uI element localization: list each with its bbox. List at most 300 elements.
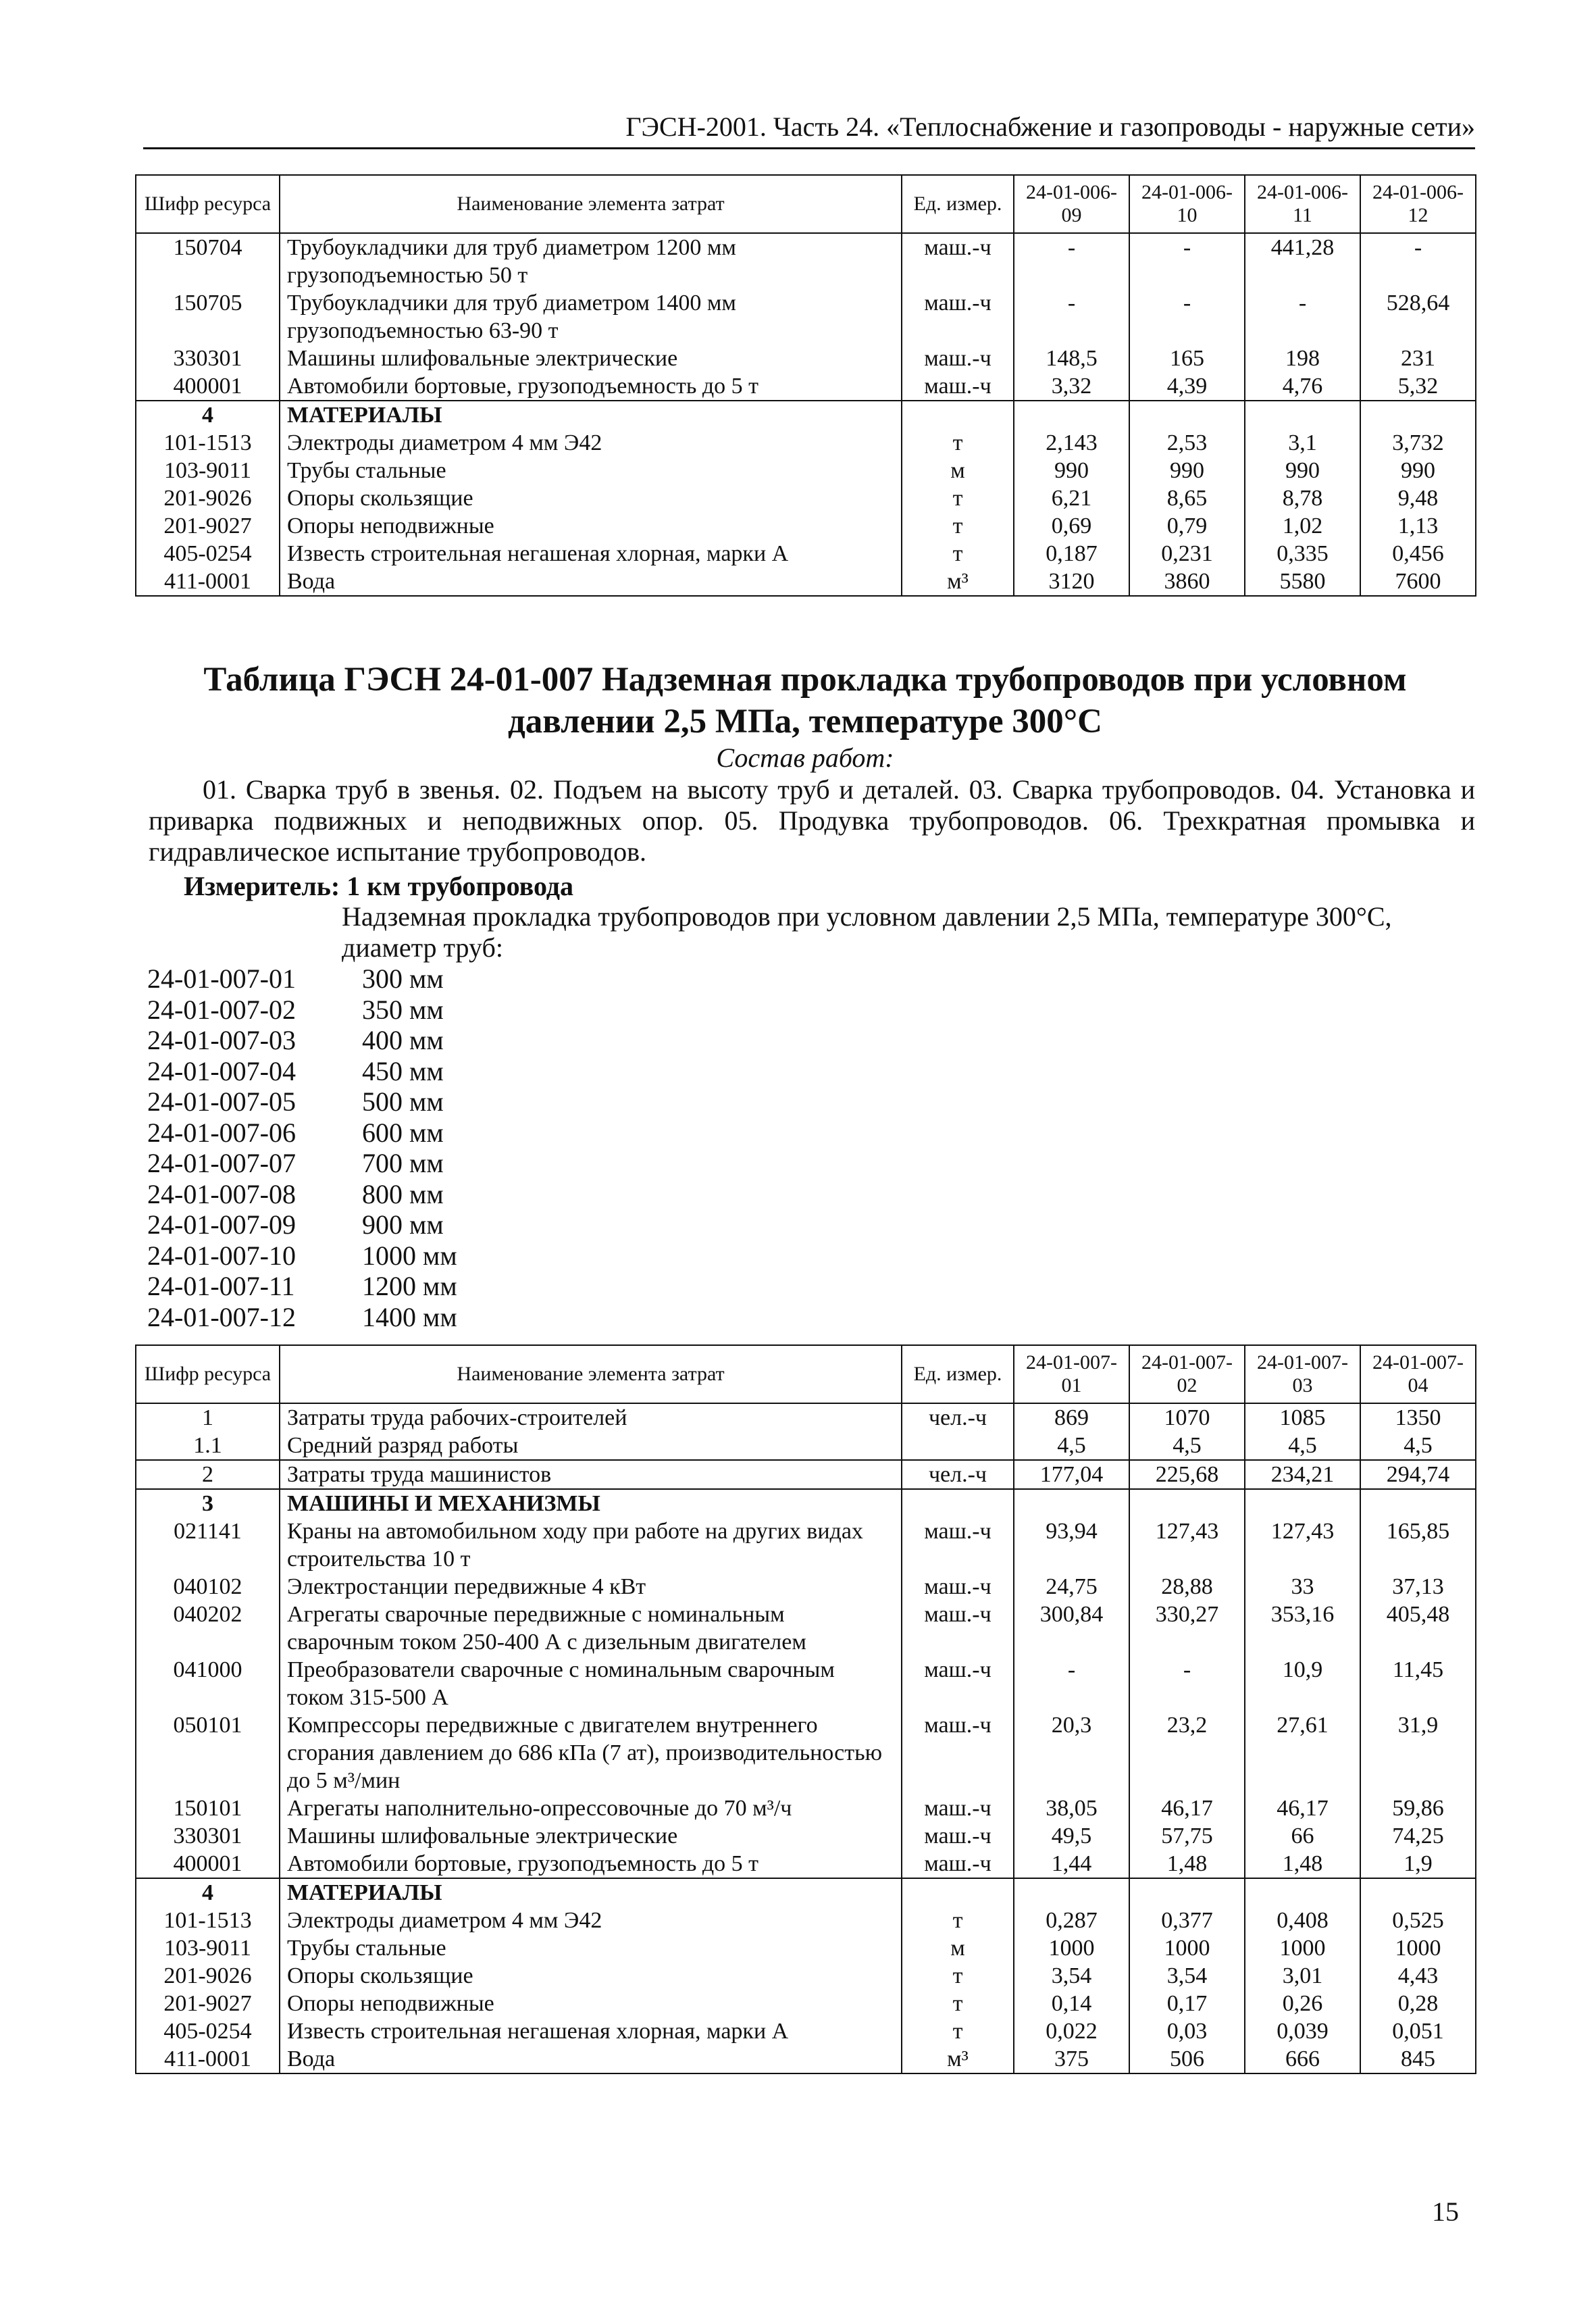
- diameter-code: 24-01-007-03: [147, 1025, 296, 1055]
- cell-unit: т: [902, 429, 1014, 457]
- cell-name: Трубы стальные: [280, 1934, 902, 1962]
- cell-v2: 3860: [1129, 568, 1245, 596]
- table-row: [136, 1850, 1476, 1878]
- table-row: [136, 457, 1476, 484]
- cell-code: 040202: [136, 1601, 280, 1656]
- resource-table-006: [135, 174, 1476, 597]
- column-header: 24-01-006-10: [1129, 175, 1245, 233]
- cell-v4: 74,25: [1360, 1822, 1476, 1850]
- cell-name: Краны на автомобильном ходу при работе на других видах строительства 10 т: [280, 1517, 902, 1573]
- cell-v4: -: [1360, 233, 1476, 289]
- cell-v2: 1,48: [1129, 1850, 1245, 1878]
- cell-v1: 0,022: [1014, 2017, 1129, 2045]
- diameter-code: 24-01-007-10: [147, 1240, 296, 1271]
- column-header: 24-01-007-03: [1245, 1345, 1360, 1403]
- cell-unit: м: [902, 1934, 1014, 1962]
- cell-v4: 0,28: [1360, 1990, 1476, 2017]
- cell-name: Трубоукладчики для труб диаметром 1200 мм грузоподъемностью 50 т: [280, 233, 902, 289]
- table-body: [136, 233, 1476, 596]
- diameter-value: 300 мм: [362, 963, 444, 994]
- diameter-code: 24-01-007-08: [147, 1178, 296, 1209]
- cell-v2: [1129, 1878, 1245, 1907]
- cell-v4: 5,32: [1360, 372, 1476, 401]
- cell-code: 201-9026: [136, 1962, 280, 1990]
- cell-v4: 0,051: [1360, 2017, 1476, 2045]
- cell-v2: -: [1129, 1656, 1245, 1711]
- cell-unit: т: [902, 512, 1014, 540]
- cell-v2: 4,39: [1129, 372, 1245, 401]
- cell-code: 405-0254: [136, 540, 280, 568]
- cell-unit: т: [902, 2017, 1014, 2045]
- cell-code: 4: [136, 401, 280, 429]
- cell-unit: маш.-ч: [902, 372, 1014, 401]
- cell-unit: [902, 1489, 1014, 1517]
- cell-v2: 28,88: [1129, 1573, 1245, 1601]
- cell-name: Автомобили бортовые, грузоподъемность до 5 т: [280, 372, 902, 401]
- table-row: [136, 1460, 1476, 1489]
- cell-v3: 33: [1245, 1573, 1360, 1601]
- table-row: [136, 1403, 1476, 1432]
- cell-v2: 990: [1129, 457, 1245, 484]
- cell-v4: 231: [1360, 345, 1476, 372]
- list-item: [147, 1179, 457, 1210]
- cell-v1: 177,04: [1014, 1460, 1129, 1489]
- diameter-code: 24-01-007-05: [147, 1086, 296, 1117]
- table-row: [136, 372, 1476, 401]
- cell-v3: -: [1245, 289, 1360, 345]
- cell-v1: 1,44: [1014, 1850, 1129, 1878]
- cell-name: Электроды диаметром 4 мм Э42: [280, 429, 902, 457]
- cell-v1: 2,143: [1014, 429, 1129, 457]
- cell-v2: 225,68: [1129, 1460, 1245, 1489]
- cell-v4: 11,45: [1360, 1656, 1476, 1711]
- cell-v2: 0,377: [1129, 1907, 1245, 1934]
- cell-v3: 10,9: [1245, 1656, 1360, 1711]
- cell-v4: 528,64: [1360, 289, 1476, 345]
- list-item: [147, 1209, 457, 1240]
- diameter-value: 450 мм: [362, 1055, 444, 1086]
- cell-v1: [1014, 1878, 1129, 1907]
- cell-v4: 1000: [1360, 1934, 1476, 1962]
- resource-table-007: [135, 1344, 1476, 2074]
- cell-v2: 330,27: [1129, 1601, 1245, 1656]
- measure-label: Измеритель: 1 км трубопровода: [184, 871, 574, 901]
- cell-v2: [1129, 1489, 1245, 1517]
- cell-code: 400001: [136, 1850, 280, 1878]
- table-row: [136, 1822, 1476, 1850]
- cell-v1: 3120: [1014, 568, 1129, 596]
- cell-code: 330301: [136, 1822, 280, 1850]
- table-row: [136, 1573, 1476, 1601]
- cell-code: 405-0254: [136, 2017, 280, 2045]
- diameter-code: 24-01-007-04: [147, 1055, 296, 1086]
- cell-name: Агрегаты сварочные передвижные с номинальным сварочным током 250-400 А с дизельным двигателем: [280, 1601, 902, 1656]
- diameter-value: 600 мм: [362, 1117, 444, 1148]
- cell-unit: маш.-ч: [902, 1601, 1014, 1656]
- cell-v2: 3,54: [1129, 1962, 1245, 1990]
- table-row: [136, 1432, 1476, 1460]
- cell-v1: [1014, 401, 1129, 429]
- page-number: 15: [1432, 2196, 1459, 2227]
- cell-v4: 0,456: [1360, 540, 1476, 568]
- table-row: [136, 540, 1476, 568]
- column-header: Ед. измер.: [902, 175, 1014, 233]
- column-header: Наименование элемента затрат: [280, 175, 902, 233]
- cell-v4: 1350: [1360, 1403, 1476, 1432]
- cell-name: Опоры скользящие: [280, 1962, 902, 1990]
- cell-v2: 8,65: [1129, 484, 1245, 512]
- column-header: Ед. измер.: [902, 1345, 1014, 1403]
- table-row: [136, 1907, 1476, 1934]
- composition-title: Состав работ:: [716, 743, 894, 773]
- cell-v3: 46,17: [1245, 1794, 1360, 1822]
- table-row: [136, 401, 1476, 429]
- cell-v4: 9,48: [1360, 484, 1476, 512]
- cell-unit: т: [902, 1907, 1014, 1934]
- cell-code: 400001: [136, 372, 280, 401]
- cell-unit: [902, 1432, 1014, 1460]
- cell-name: Преобразователи сварочные с номинальным сварочным током 315-500 А: [280, 1656, 902, 1711]
- cell-v4: 845: [1360, 2045, 1476, 2073]
- cell-unit: м: [902, 457, 1014, 484]
- cell-v3: 66: [1245, 1822, 1360, 1850]
- cell-code: 4: [136, 1878, 280, 1907]
- cell-v4: 4,5: [1360, 1432, 1476, 1460]
- cell-v1: 0,69: [1014, 512, 1129, 540]
- table-body: [136, 1403, 1476, 2073]
- cell-v4: 294,74: [1360, 1460, 1476, 1489]
- diameter-code: 24-01-007-01: [147, 963, 296, 994]
- cell-name: Известь строительная негашеная хлорная, марки А: [280, 540, 902, 568]
- cell-v3: 0,039: [1245, 2017, 1360, 2045]
- cell-code: 150101: [136, 1794, 280, 1822]
- table-row: [136, 1489, 1476, 1517]
- cell-v4: 0,525: [1360, 1907, 1476, 1934]
- list-item: [147, 995, 457, 1026]
- cell-v3: [1245, 1878, 1360, 1907]
- cell-v1: 93,94: [1014, 1517, 1129, 1573]
- cell-v3: 27,61: [1245, 1711, 1360, 1794]
- cell-v3: 441,28: [1245, 233, 1360, 289]
- cell-v1: 148,5: [1014, 345, 1129, 372]
- cell-v2: -: [1129, 233, 1245, 289]
- cell-unit: чел.-ч: [902, 1403, 1014, 1432]
- cell-unit: маш.-ч: [902, 1794, 1014, 1822]
- cell-v2: 165: [1129, 345, 1245, 372]
- diameter-code: 24-01-007-12: [147, 1301, 296, 1332]
- cell-v1: 3,32: [1014, 372, 1129, 401]
- cell-unit: маш.-ч: [902, 1822, 1014, 1850]
- cell-v1: 300,84: [1014, 1601, 1129, 1656]
- cell-v4: 405,48: [1360, 1601, 1476, 1656]
- column-header: 24-01-007-04: [1360, 1345, 1476, 1403]
- cell-v4: 990: [1360, 457, 1476, 484]
- cell-v4: 4,43: [1360, 1962, 1476, 1990]
- cell-unit: м³: [902, 2045, 1014, 2073]
- cell-v1: 49,5: [1014, 1822, 1129, 1850]
- table-row: [136, 2045, 1476, 2073]
- diameter-subtitle: Надземная прокладка трубопроводов при условном давлении 2,5 МПа, температуре 300°С, диаметр труб:: [342, 901, 1392, 963]
- diameter-value: 1400 мм: [362, 1301, 457, 1332]
- list-item: [147, 1302, 457, 1333]
- cell-unit: маш.-ч: [902, 1711, 1014, 1794]
- cell-v3: 127,43: [1245, 1517, 1360, 1573]
- cell-name: Вода: [280, 2045, 902, 2073]
- column-header: 24-01-007-02: [1129, 1345, 1245, 1403]
- table-row: [136, 1990, 1476, 2017]
- diameter-value: 350 мм: [362, 994, 444, 1025]
- cell-unit: маш.-ч: [902, 1850, 1014, 1878]
- table-row: [136, 1656, 1476, 1711]
- cell-v2: 0,79: [1129, 512, 1245, 540]
- cell-v4: 31,9: [1360, 1711, 1476, 1794]
- cell-v3: 1000: [1245, 1934, 1360, 1962]
- cell-v3: 0,26: [1245, 1990, 1360, 2017]
- cell-unit: маш.-ч: [902, 233, 1014, 289]
- list-item: [147, 1271, 457, 1302]
- cell-v4: 1,13: [1360, 512, 1476, 540]
- cell-v2: 506: [1129, 2045, 1245, 2073]
- cell-v3: [1245, 1489, 1360, 1517]
- cell-name: Затраты труда рабочих-строителей: [280, 1403, 902, 1432]
- cell-v1: 20,3: [1014, 1711, 1129, 1794]
- table-header-row: [136, 1345, 1476, 1403]
- cell-unit: маш.-ч: [902, 1656, 1014, 1711]
- cell-name: Агрегаты наполнительно-опрессовочные до 70 м³/ч: [280, 1794, 902, 1822]
- cell-v2: 0,17: [1129, 1990, 1245, 2017]
- cell-v3: 8,78: [1245, 484, 1360, 512]
- cell-v1: 1000: [1014, 1934, 1129, 1962]
- cell-v3: 1,48: [1245, 1850, 1360, 1878]
- cell-v1: -: [1014, 1656, 1129, 1711]
- list-item: [147, 963, 457, 995]
- cell-code: 103-9011: [136, 457, 280, 484]
- cell-v4: 7600: [1360, 568, 1476, 596]
- cell-v3: 353,16: [1245, 1601, 1360, 1656]
- diameter-code: 24-01-007-02: [147, 994, 296, 1025]
- cell-v2: 0,03: [1129, 2017, 1245, 2045]
- cell-code: 3: [136, 1489, 280, 1517]
- cell-code: 150704: [136, 233, 280, 289]
- table-row: [136, 345, 1476, 372]
- cell-code: 2: [136, 1460, 280, 1489]
- table-row: [136, 233, 1476, 289]
- cell-code: 411-0001: [136, 2045, 280, 2073]
- table-row: [136, 289, 1476, 345]
- cell-name: Автомобили бортовые, грузоподъемность до 5 т: [280, 1850, 902, 1878]
- cell-code: 040102: [136, 1573, 280, 1601]
- table-row: [136, 1934, 1476, 1962]
- cell-v2: 1000: [1129, 1934, 1245, 1962]
- cell-v3: 1085: [1245, 1403, 1360, 1432]
- cell-unit: маш.-ч: [902, 1517, 1014, 1573]
- cell-name: Машины шлифовальные электрические: [280, 1822, 902, 1850]
- diameter-code: 24-01-007-11: [147, 1271, 295, 1301]
- cell-v1: -: [1014, 289, 1129, 345]
- column-header: Шифр ресурса: [136, 1345, 280, 1403]
- cell-code: 150705: [136, 289, 280, 345]
- diameter-value: 700 мм: [362, 1148, 444, 1178]
- cell-v4: 59,86: [1360, 1794, 1476, 1822]
- list-item: [147, 1056, 457, 1087]
- column-header: 24-01-006-11: [1245, 175, 1360, 233]
- cell-v2: 46,17: [1129, 1794, 1245, 1822]
- cell-v1: 375: [1014, 2045, 1129, 2073]
- cell-v4: [1360, 401, 1476, 429]
- cell-unit: маш.-ч: [902, 345, 1014, 372]
- cell-v2: 4,5: [1129, 1432, 1245, 1460]
- table-row: [136, 429, 1476, 457]
- cell-name: Опоры неподвижные: [280, 1990, 902, 2017]
- diameter-code: 24-01-007-09: [147, 1209, 296, 1240]
- cell-v1: 4,5: [1014, 1432, 1129, 1460]
- cell-code: 021141: [136, 1517, 280, 1573]
- cell-v2: 23,2: [1129, 1711, 1245, 1794]
- composition-text: 01. Сварка труб в звенья. 02. Подъем на высоту труб и деталей. 03. Сварка трубопроводов. 04. Установка и приварка подвижных и неподвижных опор. 05. Продувка трубопроводов. 06. Трехкратная промывка и гидравлическое испытание трубопроводов.: [149, 774, 1475, 867]
- cell-v2: 57,75: [1129, 1822, 1245, 1850]
- diameter-value: 500 мм: [362, 1086, 444, 1117]
- column-header: Шифр ресурса: [136, 175, 280, 233]
- table-row: [136, 1601, 1476, 1656]
- cell-v3: 0,335: [1245, 540, 1360, 568]
- cell-v2: 2,53: [1129, 429, 1245, 457]
- cell-v1: -: [1014, 233, 1129, 289]
- cell-name: Трубы стальные: [280, 457, 902, 484]
- table-row: [136, 1962, 1476, 1990]
- cell-code: 050101: [136, 1711, 280, 1794]
- cell-code: 201-9026: [136, 484, 280, 512]
- cell-v2: 127,43: [1129, 1517, 1245, 1573]
- cell-v1: 0,14: [1014, 1990, 1129, 2017]
- list-item: [147, 1148, 457, 1179]
- cell-name: Опоры неподвижные: [280, 512, 902, 540]
- cell-name: МАТЕРИАЛЫ: [280, 401, 902, 429]
- cell-name: Известь строительная негашеная хлорная, марки А: [280, 2017, 902, 2045]
- cell-v2: 0,231: [1129, 540, 1245, 568]
- page-header: ГЭСН-2001. Часть 24. «Теплоснабжение и газопроводы - наружные сети»: [143, 109, 1475, 149]
- list-item: [147, 1025, 457, 1056]
- cell-unit: т: [902, 484, 1014, 512]
- diameter-code: 24-01-007-06: [147, 1117, 296, 1148]
- list-item: [147, 1086, 457, 1117]
- cell-v4: 1,9: [1360, 1850, 1476, 1878]
- cell-code: 411-0001: [136, 568, 280, 596]
- cell-unit: т: [902, 540, 1014, 568]
- cell-v4: [1360, 1489, 1476, 1517]
- column-header: 24-01-006-12: [1360, 175, 1476, 233]
- table-row: [136, 1711, 1476, 1794]
- column-header: 24-01-007-01: [1014, 1345, 1129, 1403]
- cell-v3: 198: [1245, 345, 1360, 372]
- cell-v2: -: [1129, 289, 1245, 345]
- cell-v2: 1070: [1129, 1403, 1245, 1432]
- cell-name: Средний разряд работы: [280, 1432, 902, 1460]
- cell-name: Опоры скользящие: [280, 484, 902, 512]
- cell-v3: 5580: [1245, 568, 1360, 596]
- table-row: [136, 2017, 1476, 2045]
- table-row: [136, 484, 1476, 512]
- cell-name: Электроды диаметром 4 мм Э42: [280, 1907, 902, 1934]
- cell-name: Вода: [280, 568, 902, 596]
- cell-code: 330301: [136, 345, 280, 372]
- cell-v3: 4,5: [1245, 1432, 1360, 1460]
- cell-v3: 990: [1245, 457, 1360, 484]
- cell-unit: [902, 1878, 1014, 1907]
- cell-v4: 3,732: [1360, 429, 1476, 457]
- cell-v3: [1245, 401, 1360, 429]
- cell-v1: [1014, 1489, 1129, 1517]
- cell-v1: 24,75: [1014, 1573, 1129, 1601]
- diameter-value: 900 мм: [362, 1209, 444, 1240]
- cell-code: 041000: [136, 1656, 280, 1711]
- table-header-row: [136, 175, 1476, 233]
- table-title: Таблица ГЭСН 24-01-007 Надземная прокладка трубопроводов при условном давлении 2,5 МПа, температуре 300°С: [203, 661, 1407, 740]
- cell-unit: т: [902, 1962, 1014, 1990]
- cell-name: Машины шлифовальные электрические: [280, 345, 902, 372]
- diameter-value: 400 мм: [362, 1025, 444, 1055]
- cell-v1: 6,21: [1014, 484, 1129, 512]
- cell-unit: [902, 401, 1014, 429]
- table-row: [136, 1794, 1476, 1822]
- cell-code: 201-9027: [136, 512, 280, 540]
- cell-unit: маш.-ч: [902, 289, 1014, 345]
- diameter-value: 1200 мм: [362, 1271, 457, 1301]
- cell-name: Затраты труда машинистов: [280, 1460, 902, 1489]
- cell-v3: 1,02: [1245, 512, 1360, 540]
- cell-v3: 3,1: [1245, 429, 1360, 457]
- cell-unit: чел.-ч: [902, 1460, 1014, 1489]
- cell-v2: [1129, 401, 1245, 429]
- diameter-value: 800 мм: [362, 1178, 444, 1209]
- diameter-list: [147, 963, 457, 1332]
- cell-code: 101-1513: [136, 1907, 280, 1934]
- diameter-code: 24-01-007-07: [147, 1148, 296, 1178]
- cell-v3: 0,408: [1245, 1907, 1360, 1934]
- cell-v3: 3,01: [1245, 1962, 1360, 1990]
- cell-v3: 666: [1245, 2045, 1360, 2073]
- cell-v1: 869: [1014, 1403, 1129, 1432]
- cell-name: МАТЕРИАЛЫ: [280, 1878, 902, 1907]
- table-row: [136, 512, 1476, 540]
- cell-name: Электростанции передвижные 4 кВт: [280, 1573, 902, 1601]
- cell-code: 101-1513: [136, 429, 280, 457]
- cell-v1: 0,287: [1014, 1907, 1129, 1934]
- column-header: 24-01-006-09: [1014, 175, 1129, 233]
- cell-v3: 4,76: [1245, 372, 1360, 401]
- cell-name: Компрессоры передвижные с двигателем внутреннего сгорания давлением до 686 кПа (7 ат), производительностью до 5 м³/мин: [280, 1711, 902, 1794]
- cell-v3: 234,21: [1245, 1460, 1360, 1489]
- cell-name: Трубоукладчики для труб диаметром 1400 мм грузоподъемностью 63-90 т: [280, 289, 902, 345]
- cell-unit: м³: [902, 568, 1014, 596]
- cell-v1: 0,187: [1014, 540, 1129, 568]
- cell-name: МАШИНЫ И МЕХАНИЗМЫ: [280, 1489, 902, 1517]
- diameter-value: 1000 мм: [362, 1240, 457, 1271]
- cell-v1: 3,54: [1014, 1962, 1129, 1990]
- cell-code: 1: [136, 1403, 280, 1432]
- cell-unit: маш.-ч: [902, 1573, 1014, 1601]
- cell-v4: 37,13: [1360, 1573, 1476, 1601]
- table-row: [136, 568, 1476, 596]
- cell-v1: 38,05: [1014, 1794, 1129, 1822]
- cell-code: 103-9011: [136, 1934, 280, 1962]
- cell-code: 1.1: [136, 1432, 280, 1460]
- list-item: [147, 1240, 457, 1272]
- cell-v1: 990: [1014, 457, 1129, 484]
- table-row: [136, 1517, 1476, 1573]
- cell-unit: т: [902, 1990, 1014, 2017]
- list-item: [147, 1117, 457, 1149]
- column-header: Наименование элемента затрат: [280, 1345, 902, 1403]
